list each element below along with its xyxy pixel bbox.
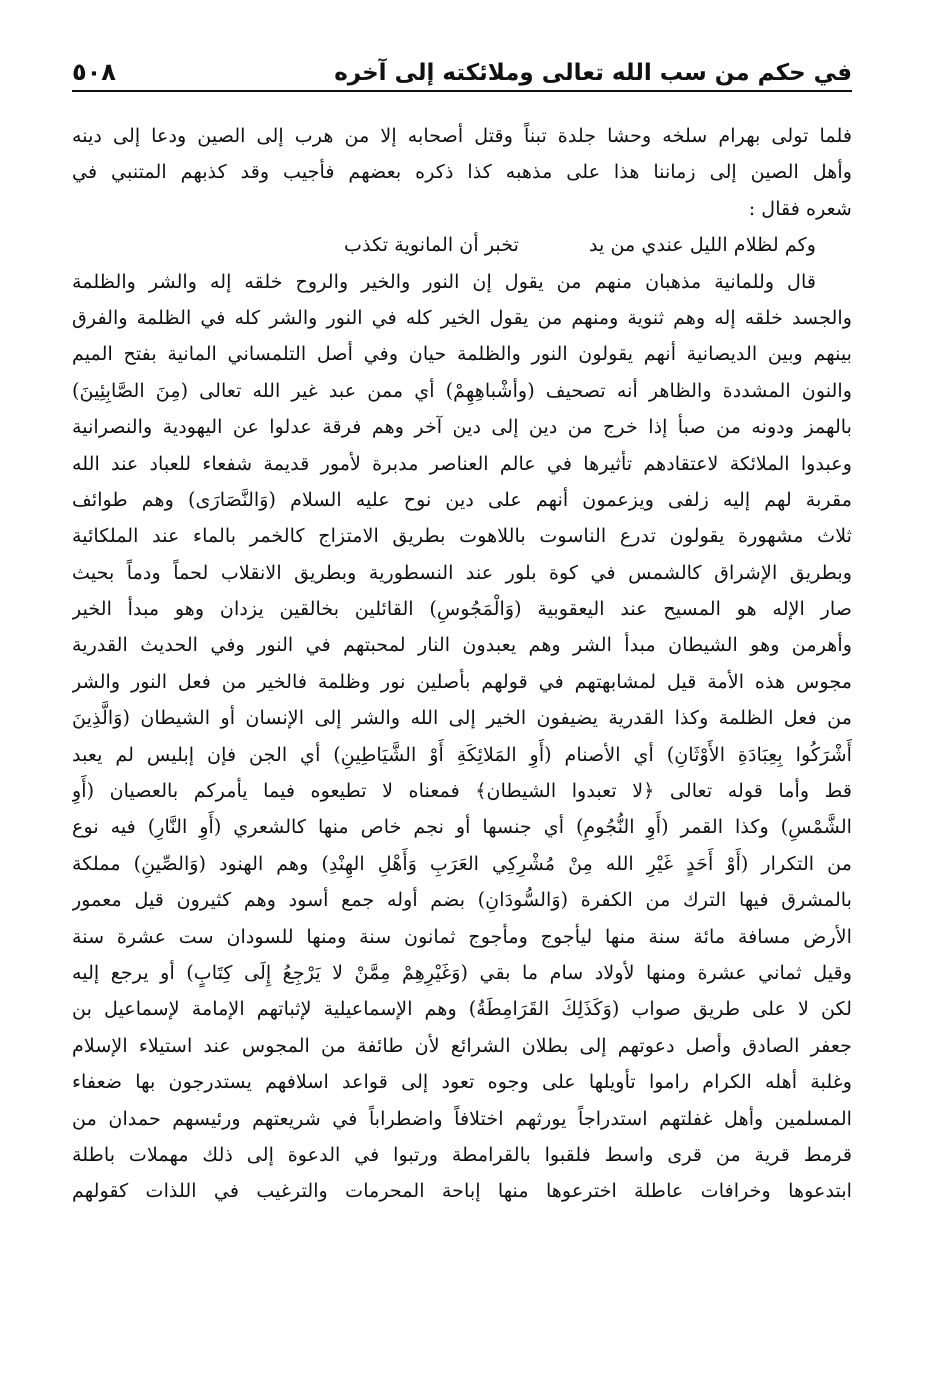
text-line: وعبدوا الملائكة لاعتقادهم تأثيرها في عالم العناصر مدبرة لأمور قديمة شفعاء للعباد عند الله	[72, 451, 852, 475]
text-line: لكن لا على طريق صواب (وَكَذَلِكَ القَرَامِطَةُ) وهم الإسماعيلية لإثباتهم الإمامة لإسماعيل بن	[72, 997, 852, 1021]
text-line: بالهمز ودونه من صبأ إذا خرج من دين إلى دين آخر وهم فرقة عدلوا عن اليهودية والنصرانية	[72, 415, 852, 439]
text-line: فلما تولى بهرام سلخه وحشا جلدة تبناً وقتل أصحابه إلا من هرب إلى الصين ودعا إلى دينه	[72, 124, 852, 147]
text-line: من فعل الظلمة وكذا القدرية يضيفون الخير إلى الله والشر إلى الإنسان أو الشيطان (وَالَّذِينَ	[72, 706, 852, 730]
text-line: قط وأما قوله تعالى ﴿لا تعبدوا الشيطان﴾ فمعناه لا تطيعوه فيما يأمركم بالعصيان (أَوِ	[72, 779, 852, 803]
book-page	[72, 40, 852, 1210]
text-line: مجوس هذه الأمة قيل لمشابهتهم في قولهم بأصلين نور وظلمة فالخير من فعل النور والشر	[72, 669, 852, 693]
text-line: شعره فقال :	[748, 196, 852, 220]
text-line: مقربة لهم إليه زلفى ويزعمون أنهم على دين نوح عليه السلام (وَالنَّصَارَى) وهم طوائف	[72, 487, 852, 511]
text-line: وأهرمن وهو الشيطان مبدأ الشر وهم يعبدون النار لمحبتهم في النور وفي الحديث القدرية	[72, 633, 852, 657]
page-number: ٥٠٨	[72, 58, 116, 86]
running-title: في حكم من سب الله تعالى وملائكته إلى آخره	[334, 60, 852, 86]
text-line: وأهل الصين إلى زماننا هذا على مذهبه كذا ذكره بعضهم فأجيب وقد كذبهم المتنبي في	[72, 160, 852, 184]
verse-first-hemistich: وكم لظلام الليل عندي من يد	[588, 233, 816, 257]
text-line: صار الإله هو المسيح عند اليعقوبية (وَالْمَجُوسِ) القائلين بخالقين يزدان وهو مبدأ الخير	[72, 597, 852, 621]
text-line: ابتدعوها وخرافات عاطلة اخترعوها منها إباحة المحرمات والترغيب في اللذات كقولهم	[72, 1179, 852, 1203]
body-text	[72, 118, 852, 1210]
text-line: الشَّمْسِ) وكذا القمر (أَوِ النُّجُومِ) أي جنسها أو نجم خاص منها كالشعري (أَوِ النَّارِ) فيه نوع	[72, 815, 852, 839]
text-line: وبطريق الإشراق كالشمس في كوة بلور عند النسطورية وبطريق الانقلاب لحماً ودماً بحيث	[72, 560, 852, 584]
text-line: قال وللمانية مذهبان منهم من يقول إن النور والخير والروح خلقه إله والشر والظلمة	[72, 269, 816, 293]
poetry-verse	[72, 227, 852, 263]
text-line: والنون المشددة والظاهر أنه تصحيف (وأشْباهِهِمْ) أي ممن عبد غير الله تعالى (مِنَ الصَّابِئِينَ)	[72, 378, 852, 402]
verse-second-hemistich: تخبر أن المانوية تكذب	[344, 233, 519, 257]
text-line: جعفر الصادق وأصل دعوتهم إلى بطلان الشرائع لأن طائفة من المجوس عند استيلاء الإسلام	[72, 1033, 852, 1057]
text-line: والجسد خلقه إله وهم ثنوية ومنهم من يقول الخير كله في النور والشر كله في الظلمة والفرق	[72, 305, 852, 329]
text-line: بينهم وبين الديصانية أنهم يقولون النور والظلمة حيان وفي أصل التلمساني المانية بفتح الميم	[72, 342, 852, 366]
text-line: الأرض مسافة مائة سنة منها ليأجوج ومأجوج ثمانون سنة ومنها للسودان ست عشرة سنة	[72, 924, 852, 948]
text-line: ثلاث مشهورة يقولون تدرع الناسوت باللاهوت بطريق الامتزاج كالخمر بالماء عند الملكائية	[72, 524, 852, 548]
text-line: بالمشرق فيها الترك من الكفرة (وَالسُّودَانِ) بضم أوله جمع أسود وهم كثيرون قيل معمور	[72, 888, 852, 912]
text-line: وغلبة أهله الكرام راموا تأويلها على وجوه تعود إلى قواعد اسلافهم يستدرجون بها ضعفاء	[72, 1070, 852, 1094]
text-line: من التكرار (أَوْ أَحَدٍ غَيْرِ الله مِنْ مُشْرِكِي العَرَبِ وَأَهْلِ الهِنْدِ) وهم الهنود (وَالصِّينِ) مملكة	[72, 851, 852, 875]
text-line: قرمط قرية من قرى واسط فلقبوا بالقرامطة ورتبوا في الدعوة إلى ذلك مهملات باطلة	[72, 1142, 852, 1166]
page-header	[72, 40, 852, 92]
text-line: المسلمين وأهل غفلتهم استدراجاً يورثهم اختلافاً واضطراباً في شريعتهم ورئيسهم حمدان من	[72, 1106, 852, 1130]
text-line: وقيل ثماني عشرة ومنها لأولاد سام ما بقي (وَغَيْرِهِمْ مِمَّنْ لا يَرْجِعُ إِلَى كِتَابٍ) أو يرجع إليه	[72, 960, 852, 984]
text-line: أَشْرَكُوا بِعِبَادَةِ الأَوْثَانِ) أي الأصنام (أَوِ المَلائِكَةِ أَوْ الشَّيَاطِينِ) أي الجن فإن إبليس لم يعبد	[72, 742, 852, 766]
